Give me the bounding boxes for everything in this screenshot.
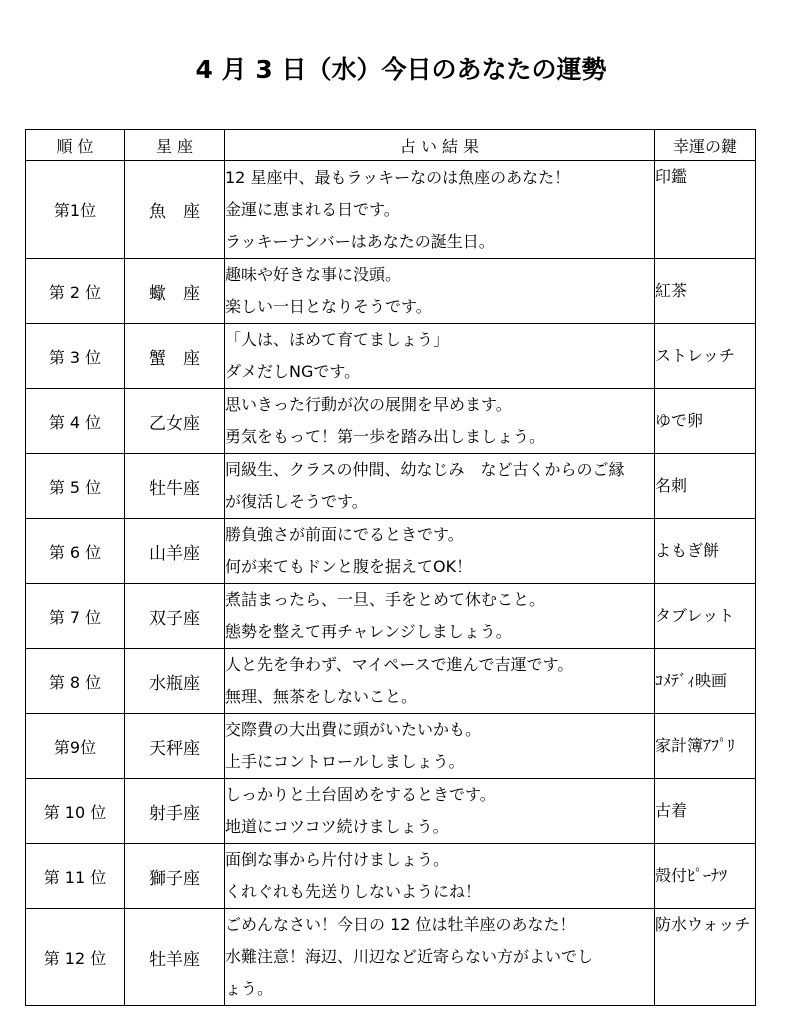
result-cell xyxy=(225,259,655,324)
lucky-key-cell: 名刺 xyxy=(655,454,756,519)
result-line: 同級生、クラスの仲間、幼なじみ など古くからのご縁 xyxy=(225,460,625,479)
result-line: 勇気をもって！第一歩を踏み出しましょう。 xyxy=(225,427,546,446)
rank-cell: 第 7 位 xyxy=(26,584,125,649)
result-cell xyxy=(225,649,655,714)
sign-cell: 牡羊座 xyxy=(125,909,225,1006)
result-line: 思いきった行動が次の展開を早めます。 xyxy=(225,395,512,414)
sign-cell: 乙女座 xyxy=(125,389,225,454)
table-row xyxy=(26,909,756,1006)
table-row xyxy=(26,844,756,909)
sign-cell: 獅子座 xyxy=(125,844,225,909)
result-line: ょう。 xyxy=(225,979,274,998)
table-row xyxy=(26,714,756,779)
rank-cell: 第 5 位 xyxy=(26,454,125,519)
result-line: ダメだしNGです。 xyxy=(225,362,361,381)
sign-cell: 水瓶座 xyxy=(125,649,225,714)
rank-cell: 第 10 位 xyxy=(26,779,125,844)
result-line: 「人は、ほめて育てましょう」 xyxy=(225,330,450,349)
header-result: 占 い 結 果 xyxy=(225,130,655,161)
table-row xyxy=(26,779,756,844)
lucky-key-cell: 家計簿ｱﾌﾟﾘ xyxy=(655,714,756,779)
header-sign: 星 座 xyxy=(125,130,225,161)
result-line: が復活しそうです。 xyxy=(225,492,368,511)
table-row xyxy=(26,389,756,454)
rank-cell: 第 6 位 xyxy=(26,519,125,584)
rank-cell: 第 12 位 xyxy=(26,909,125,1006)
page-title: 4 月 3 日（水）今日のあなたの運勢 xyxy=(195,55,607,84)
lucky-key-cell: ゆで卵 xyxy=(655,389,756,454)
table-row xyxy=(26,649,756,714)
rank-cell: 第 2 位 xyxy=(26,259,125,324)
sign-cell: 蟹 座 xyxy=(125,324,225,389)
result-line: 趣味や好きな事に没頭。 xyxy=(225,265,402,284)
result-line: 上手にコントロールしましょう。 xyxy=(225,752,465,771)
table-row xyxy=(26,519,756,584)
rank-cell: 第 3 位 xyxy=(26,324,125,389)
rank-cell: 第 11 位 xyxy=(26,844,125,909)
result-line: 12 星座中、最もラッキーなのは魚座のあなた！ xyxy=(225,167,571,187)
result-line: 金運に恵まれる日です。 xyxy=(225,199,400,219)
header-row xyxy=(26,130,756,161)
result-line: くれぐれも先送りしないようにね！ xyxy=(225,882,482,901)
result-line: 人と先を争わず、マイペースで進んで吉運です。 xyxy=(225,655,574,674)
result-line: ラッキーナンバーはあなたの誕生日。 xyxy=(225,231,495,251)
lucky-key-cell: 古着 xyxy=(655,779,756,844)
table-row xyxy=(26,259,756,324)
lucky-key-cell: 防水ウォッチ xyxy=(655,909,756,1006)
header-lucky-key: 幸運の鍵 xyxy=(655,130,756,161)
result-cell xyxy=(225,519,655,584)
rank-cell: 第1位 xyxy=(26,161,125,259)
result-line: 面倒な事から片付けましょう。 xyxy=(225,850,450,869)
sign-cell: 魚 座 xyxy=(125,161,225,259)
table-row xyxy=(26,584,756,649)
rank-cell: 第 4 位 xyxy=(26,389,125,454)
result-line: 態勢を整えて再チャレンジしましょう。 xyxy=(225,622,512,641)
result-cell xyxy=(225,324,655,389)
sign-cell: 天秤座 xyxy=(125,714,225,779)
header-rank: 順 位 xyxy=(26,130,125,161)
result-line: 何が来てもドンと腹を据えてOK！ xyxy=(225,557,473,576)
sign-cell: 蠍 座 xyxy=(125,259,225,324)
table-row xyxy=(26,324,756,389)
rank-cell: 第 8 位 xyxy=(26,649,125,714)
result-line: 煮詰まったら、一旦、手をとめて休むこと。 xyxy=(225,590,546,609)
result-cell xyxy=(225,161,655,259)
lucky-key-cell: ストレッチ xyxy=(655,324,756,389)
result-line: 水難注意！海辺、川辺など近寄らない方がよいでし xyxy=(225,947,594,966)
lucky-key-cell: 印鑑 xyxy=(655,161,756,259)
rank-cell: 第9位 xyxy=(26,714,125,779)
result-cell xyxy=(225,584,655,649)
result-line: 無理、無茶をしないこと。 xyxy=(225,687,418,706)
result-line: 楽しい一日となりそうです。 xyxy=(225,297,432,316)
lucky-key-cell: タブレット xyxy=(655,584,756,649)
result-cell xyxy=(225,844,655,909)
sign-cell: 山羊座 xyxy=(125,519,225,584)
table-row xyxy=(26,161,756,259)
result-cell xyxy=(225,909,655,1006)
result-cell xyxy=(225,454,655,519)
lucky-key-cell: よもぎ餅 xyxy=(655,519,756,584)
fortune-table xyxy=(25,129,756,1006)
sign-cell: 射手座 xyxy=(125,779,225,844)
result-line: ごめんなさい！今日の 12 位は牡羊座のあなた！ xyxy=(225,915,576,934)
result-line: 交際費の大出費に頭がいたいかも。 xyxy=(225,720,482,739)
result-line: しっかりと土台固めをするときです。 xyxy=(225,785,496,804)
table-row xyxy=(26,454,756,519)
result-line: 地道にコツコツ続けましょう。 xyxy=(225,817,449,836)
lucky-key-cell: 紅茶 xyxy=(655,259,756,324)
lucky-key-cell: 殻付ﾋﾟｰﾅﾂ xyxy=(655,844,756,909)
sign-cell: 牡牛座 xyxy=(125,454,225,519)
lucky-key-cell: ｺﾒﾃﾞｨ映画 xyxy=(655,649,756,714)
result-cell xyxy=(225,779,655,844)
result-cell xyxy=(225,714,655,779)
sign-cell: 双子座 xyxy=(125,584,225,649)
result-line: 勝負強さが前面にでるときです。 xyxy=(225,525,464,544)
result-cell xyxy=(225,389,655,454)
